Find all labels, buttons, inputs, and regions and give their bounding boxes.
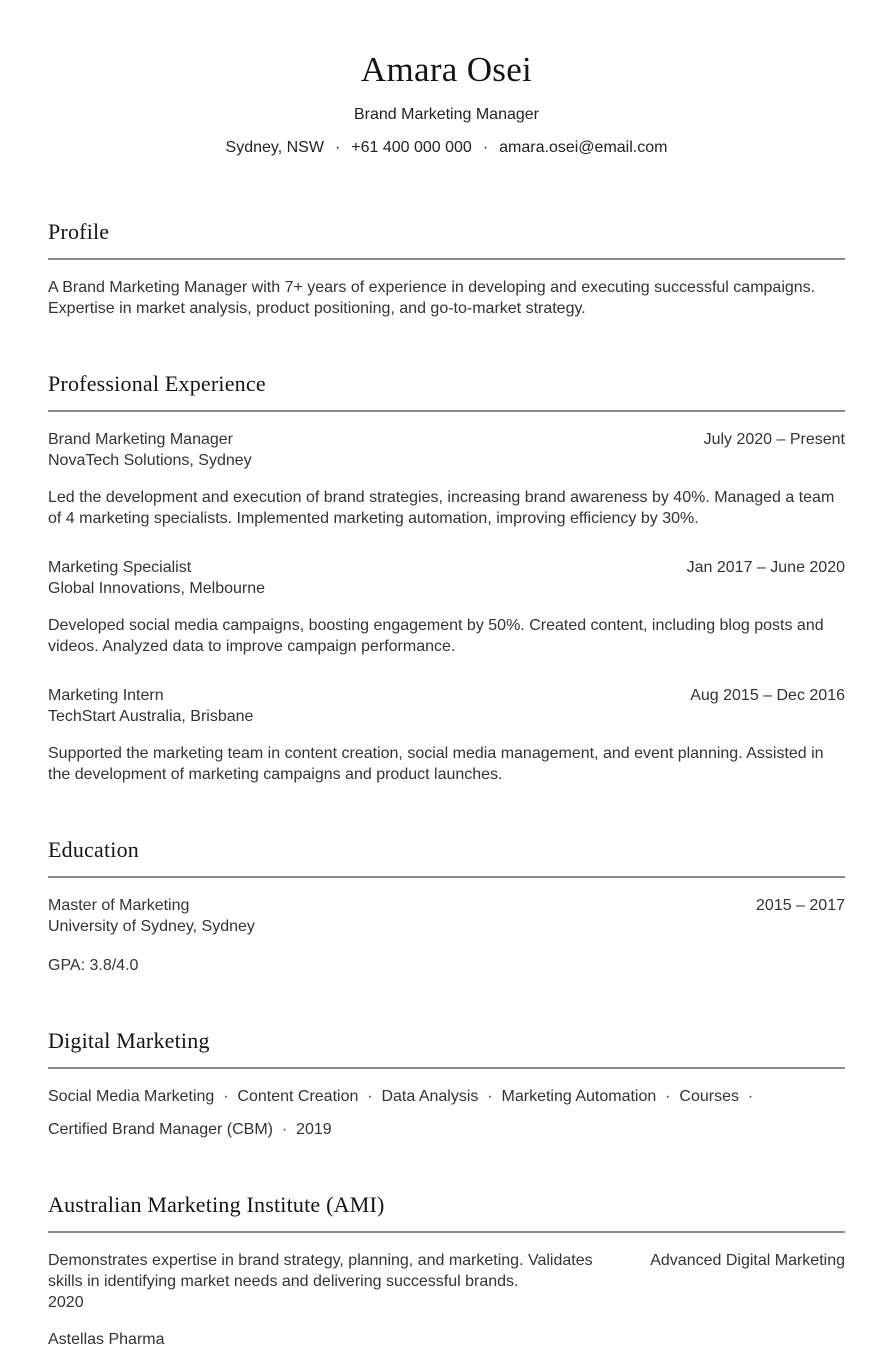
contact-email: amara.osei@email.com <box>499 139 668 156</box>
job-description: Led the development and execution of brand strategies, increasing brand awareness by 40%. Managed a team of 4 marketing specialists. Implemented marketing automation, improving efficiency by 30%. <box>48 489 835 527</box>
job-title-company <box>48 429 252 471</box>
contact-line <box>48 139 845 157</box>
certification-body <box>48 1250 845 1350</box>
job-title: Marketing Specialist <box>48 559 192 576</box>
candidate-headline: Brand Marketing Manager <box>354 106 539 123</box>
job-dates: July 2020 – Present <box>703 431 845 448</box>
profile-text: A Brand Marketing Manager with 7+ years of experience in developing and executing successful campaigns. Expertise in market analysis, product positioning, and go-to-market strategy. <box>48 279 816 317</box>
section-divider <box>48 410 845 412</box>
job-company: TechStart Australia, Brisbane <box>48 708 254 725</box>
job-header <box>48 429 845 471</box>
section-profile <box>48 219 845 319</box>
education-body <box>48 895 845 976</box>
job-dates: Aug 2015 – Dec 2016 <box>690 687 845 704</box>
skills-keywords: Social Media Marketing · Content Creation · Data Analysis · Marketing Automation · Courses · <box>48 1088 754 1105</box>
certification-heading: Australian Marketing Institute (AMI) <box>48 1192 385 1217</box>
section-skills <box>48 1028 845 1140</box>
contact-separator: · <box>334 139 341 156</box>
job-entry <box>48 557 845 657</box>
experience-body <box>48 429 845 785</box>
education-degree: Master of Marketing <box>48 897 190 914</box>
job-description: Supported the marketing team in content creation, social media management, and event planning. Assisted in the development of marketing campaigns and product launches. <box>48 745 824 783</box>
section-divider <box>48 258 845 260</box>
certification-year: 2020 <box>48 1294 84 1311</box>
job-entry <box>48 685 845 785</box>
job-title: Brand Marketing Manager <box>48 431 233 448</box>
education-degree-school <box>48 895 255 937</box>
education-gpa: GPA: 3.8/4.0 <box>48 957 139 974</box>
job-dates: Jan 2017 – June 2020 <box>686 559 845 576</box>
certification-details <box>48 1250 626 1313</box>
section-experience <box>48 371 845 785</box>
candidate-name: Amara Osei <box>360 50 533 89</box>
experience-heading: Professional Experience <box>48 371 266 396</box>
section-divider <box>48 876 845 878</box>
education-entry <box>48 895 845 937</box>
skills-body <box>48 1086 845 1140</box>
resume-header <box>48 0 845 157</box>
education-heading: Education <box>48 837 139 862</box>
education-dates: 2015 – 2017 <box>756 897 845 914</box>
profile-heading: Profile <box>48 219 110 244</box>
certification-description: Demonstrates expertise in brand strategy, planning, and marketing. Validates skills in identifying market needs and delivering successful brands. <box>48 1252 593 1290</box>
job-title-company <box>48 685 253 727</box>
job-description: Developed social media campaigns, boosting engagement by 50%. Created content, including blog posts and videos. Analyzed data to improve campaign performance. <box>48 617 824 655</box>
section-education <box>48 837 845 976</box>
job-header <box>48 685 845 727</box>
job-company: NovaTech Solutions, Sydney <box>48 452 252 469</box>
job-title: Marketing Intern <box>48 687 164 704</box>
contact-separator: · <box>482 139 489 156</box>
job-header <box>48 557 845 599</box>
section-certification <box>48 1192 845 1350</box>
certification-name: Advanced Digital Marketing <box>650 1252 845 1269</box>
certification-entry <box>48 1250 845 1313</box>
skills-heading: Digital Marketing <box>48 1028 210 1053</box>
section-divider <box>48 1067 845 1069</box>
job-entry <box>48 429 845 529</box>
skills-certification: Certified Brand Manager (CBM) · 2019 <box>48 1121 332 1138</box>
section-divider <box>48 1231 845 1233</box>
job-company: Global Innovations, Melbourne <box>48 580 266 597</box>
education-school: University of Sydney, Sydney <box>48 918 255 935</box>
contact-location: Sydney, NSW <box>225 139 324 156</box>
contact-phone: +61 400 000 000 <box>351 139 472 156</box>
next-entry-partial: Astellas Pharma <box>48 1331 165 1348</box>
job-title-company <box>48 557 265 599</box>
